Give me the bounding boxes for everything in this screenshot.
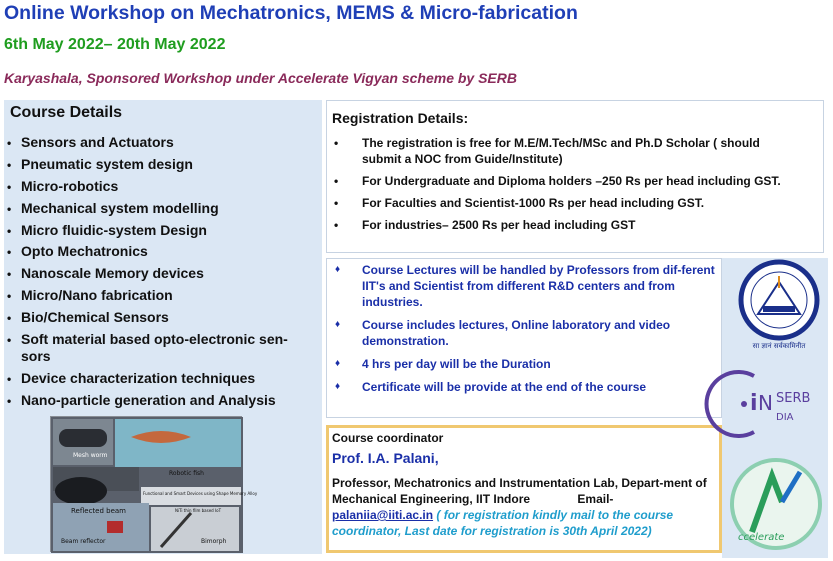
photo-collage-image bbox=[51, 417, 258, 553]
coordinator-heading: Course coordinator bbox=[332, 431, 444, 445]
registration-item: • For Faculties and Scientist-1000 Rs per head including GST. bbox=[326, 196, 796, 212]
workshop-subtitle: Karyashala, Sponsored Workshop under Accelerate Vigyan scheme by SERB bbox=[4, 70, 517, 86]
photo-label-bimorph: Bimorph bbox=[201, 538, 227, 545]
course-topic: • Nanoscale Memory devices bbox=[4, 265, 324, 282]
course-topic: • Micro fluidic-system Design bbox=[4, 222, 324, 239]
photo-label-nitinol: NiTi thin film based IoT bbox=[175, 508, 222, 513]
iit-logo-text: सा ज्ञानं सर्वकामिनीत bbox=[752, 342, 806, 350]
course-info-list bbox=[326, 262, 722, 402]
course-topic-list bbox=[4, 134, 324, 414]
registration-item: • For Undergraduate and Diploma holders –250 Rs per head including GST. bbox=[326, 174, 796, 190]
serb-emblem bbox=[724, 368, 826, 440]
photo-label-mesh: Mesh worm bbox=[73, 452, 108, 459]
workshop-title: Online Workshop on Mechatronics, MEMS & Micro-fabrication bbox=[4, 2, 578, 24]
course-info-item: ♦ Certificate will be provide at the end of the course bbox=[326, 379, 722, 395]
serb-main-text: SERB bbox=[776, 391, 811, 406]
serb-india-logo bbox=[724, 368, 826, 440]
coordinator-details bbox=[332, 475, 712, 539]
coordinator-affiliation: Professor, Mechatronics and Instrumentation Lab, Depart-ment of Mechanical Engineering, IIT Indore bbox=[332, 476, 707, 506]
iit-indore-emblem bbox=[736, 258, 822, 354]
accelerate-vigyan-logo bbox=[726, 452, 826, 556]
photo-label-reflected: Reflected beam bbox=[71, 507, 126, 515]
photo-label-reflector: Beam reflector bbox=[61, 538, 106, 545]
course-topic: • Mechanical system modelling bbox=[4, 200, 324, 217]
course-topic: • Pneumatic system design bbox=[4, 156, 324, 173]
photo-label-functional: Functional and Smart Devices using Shape Memory Alloy bbox=[143, 491, 258, 496]
course-topic: • Bio/Chemical Sensors bbox=[4, 309, 324, 326]
svg-text:i: i bbox=[750, 391, 758, 416]
serb-sub-text: DIA bbox=[776, 412, 794, 423]
course-topic: • Micro/Nano fabrication bbox=[4, 287, 324, 304]
svg-text:N: N bbox=[758, 391, 773, 415]
course-info-item: ♦ 4 hrs per day will be the Duration bbox=[326, 356, 722, 372]
registration-heading: Registration Details: bbox=[332, 110, 469, 126]
course-topic: • Opto Mechatronics bbox=[4, 243, 324, 260]
workshop-dates: 6th May 2022– 20th May 2022 bbox=[4, 36, 226, 53]
registration-item: • For industries– 2500 Rs per head including GST bbox=[326, 218, 796, 234]
iit-indore-logo bbox=[736, 258, 822, 354]
course-topic: • Nano-particle generation and Analysis bbox=[4, 392, 324, 409]
course-info-item: ♦ Course Lectures will be handled by Professors from dif-ferent IIT's and Scientist from different R&D centers and from industries. bbox=[326, 262, 722, 310]
course-topic: • Micro-robotics bbox=[4, 178, 324, 195]
registration-note: ( for registration kindly mail to the course coordinator, Last date for registration is 30th April 2022) bbox=[332, 508, 674, 538]
research-photo-collage bbox=[50, 416, 258, 552]
accelerate-emblem bbox=[726, 452, 826, 556]
coordinator-email-link[interactable]: palaniia@iiti.ac.in bbox=[332, 508, 434, 522]
course-details-heading: Course Details bbox=[10, 104, 123, 121]
accelerate-text: ccelerate bbox=[738, 532, 785, 543]
coordinator-content bbox=[332, 431, 712, 539]
course-topic: • Device characterization techniques bbox=[4, 370, 324, 387]
registration-list bbox=[326, 136, 796, 240]
coordinator-email-label: Email- bbox=[577, 492, 614, 506]
course-topic: • Soft material based opto-electronic sen-sors bbox=[4, 331, 304, 365]
course-info-item: ♦ Course includes lectures, Online laboratory and video demonstration. bbox=[326, 317, 722, 349]
registration-item: • The registration is free for M.E/M.Tech/MSc and Ph.D Scholar ( should submit a NOC from Guide/Institute) bbox=[326, 136, 796, 167]
photo-label-fish: Robotic fish bbox=[169, 470, 204, 477]
coordinator-name: Prof. I.A. Palani, bbox=[332, 450, 439, 466]
course-topic: • Sensors and Actuators bbox=[4, 134, 324, 151]
